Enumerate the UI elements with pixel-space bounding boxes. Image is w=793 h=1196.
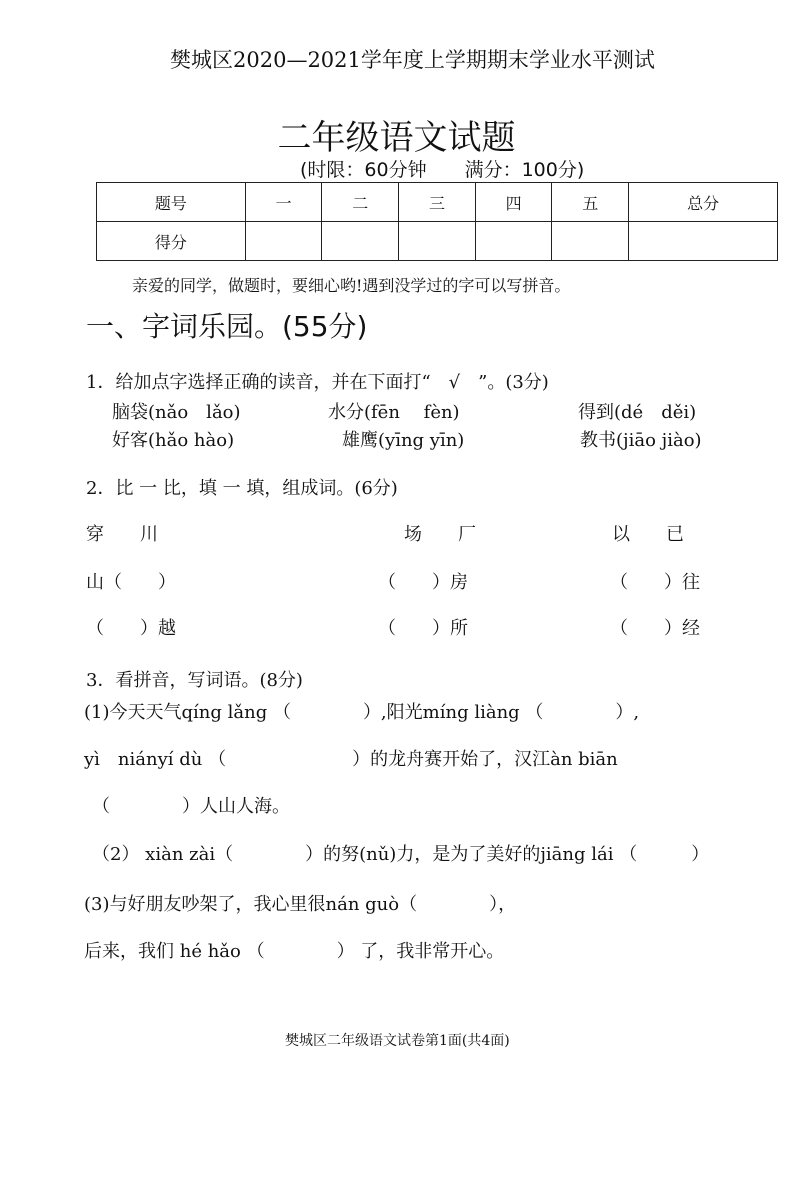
q3-line: (1)今天天气qíng lǎng （ ）,阳光míng liàng （ ）, [84,702,640,723]
score-entry [629,222,778,261]
q3-line: （ ）人山人海。 [92,796,290,817]
exam-title: 二年级语文试题 [277,118,516,158]
score-cell-label: 得分 [97,222,246,261]
score-cell: 四 [475,183,552,222]
question-1-prompt: 1．给加点字选择正确的读音，并在下面打“ √ ”。(3分) [86,372,549,393]
q1-item: 水分(fēn fèn) [328,402,460,423]
q1-item: 教书(jiāo jiào) [580,430,702,451]
score-cell: 一 [245,183,322,222]
score-cell-label: 题号 [97,183,246,222]
q2-blank: （ ）所 [378,618,468,639]
q3-line: （2） xiàn zài（ ）的努(nǔ)力，是为了美好的jiāng lái （ ） [92,844,710,865]
q3-line: (3)与好朋友吵架了，我心里很nán guò（ ）， [84,894,517,915]
score-table [96,182,778,261]
score-entry [552,222,629,261]
q2-char-pair: 场 厂 [404,524,476,545]
q1-item: 好客(hǎo hào) [112,430,235,451]
score-entry [322,222,399,261]
score-cell: 二 [322,183,399,222]
question-3-prompt: 3．看拼音，写词语。(8分) [86,670,303,691]
q2-blank: （ ）往 [610,572,700,593]
q2-char-pair: 以 已 [612,524,684,545]
question-2-prompt: 2．比 一 比，填 一 填，组成词。(6分) [86,478,398,499]
q1-item: 脑袋(nǎo lǎo) [112,402,241,423]
score-entry [245,222,322,261]
exam-header: 樊城区2020—2021学年度上学期期末学业水平测试 [170,48,655,72]
score-cell: 五 [552,183,629,222]
score-entry [399,222,476,261]
q3-line: yì niányí dù （ ）的龙舟赛开始了，汉江àn biān [84,749,618,770]
q2-blank: （ ）房 [378,572,468,593]
q1-item: 得到(dé děi) [578,402,697,423]
exam-subtitle: (时限：60分钟 满分：100分) [300,159,585,181]
score-cell-total: 总分 [629,183,778,222]
score-cell: 三 [399,183,476,222]
q1-item: 雄鹰(yīng yīn) [342,430,465,451]
q2-blank: （ ）越 [86,618,176,639]
q3-line: 后来，我们 hé hǎo （ ） 了，我非常开心。 [84,941,505,962]
q2-blank: 山（ ） [86,572,176,593]
score-table-score-row [97,222,778,261]
page-footer: 樊城区二年级语文试卷第1面(共4面) [285,1033,510,1049]
section-title: 一、字词乐园。(55分) [86,310,368,343]
q2-blank: （ ）经 [610,618,700,639]
score-table-header-row [97,183,778,222]
score-entry [475,222,552,261]
instruction-note: 亲爱的同学，做题时，要细心哟!遇到没学过的字可以写拼音。 [132,276,571,295]
q2-char-pair: 穿 川 [86,524,158,545]
